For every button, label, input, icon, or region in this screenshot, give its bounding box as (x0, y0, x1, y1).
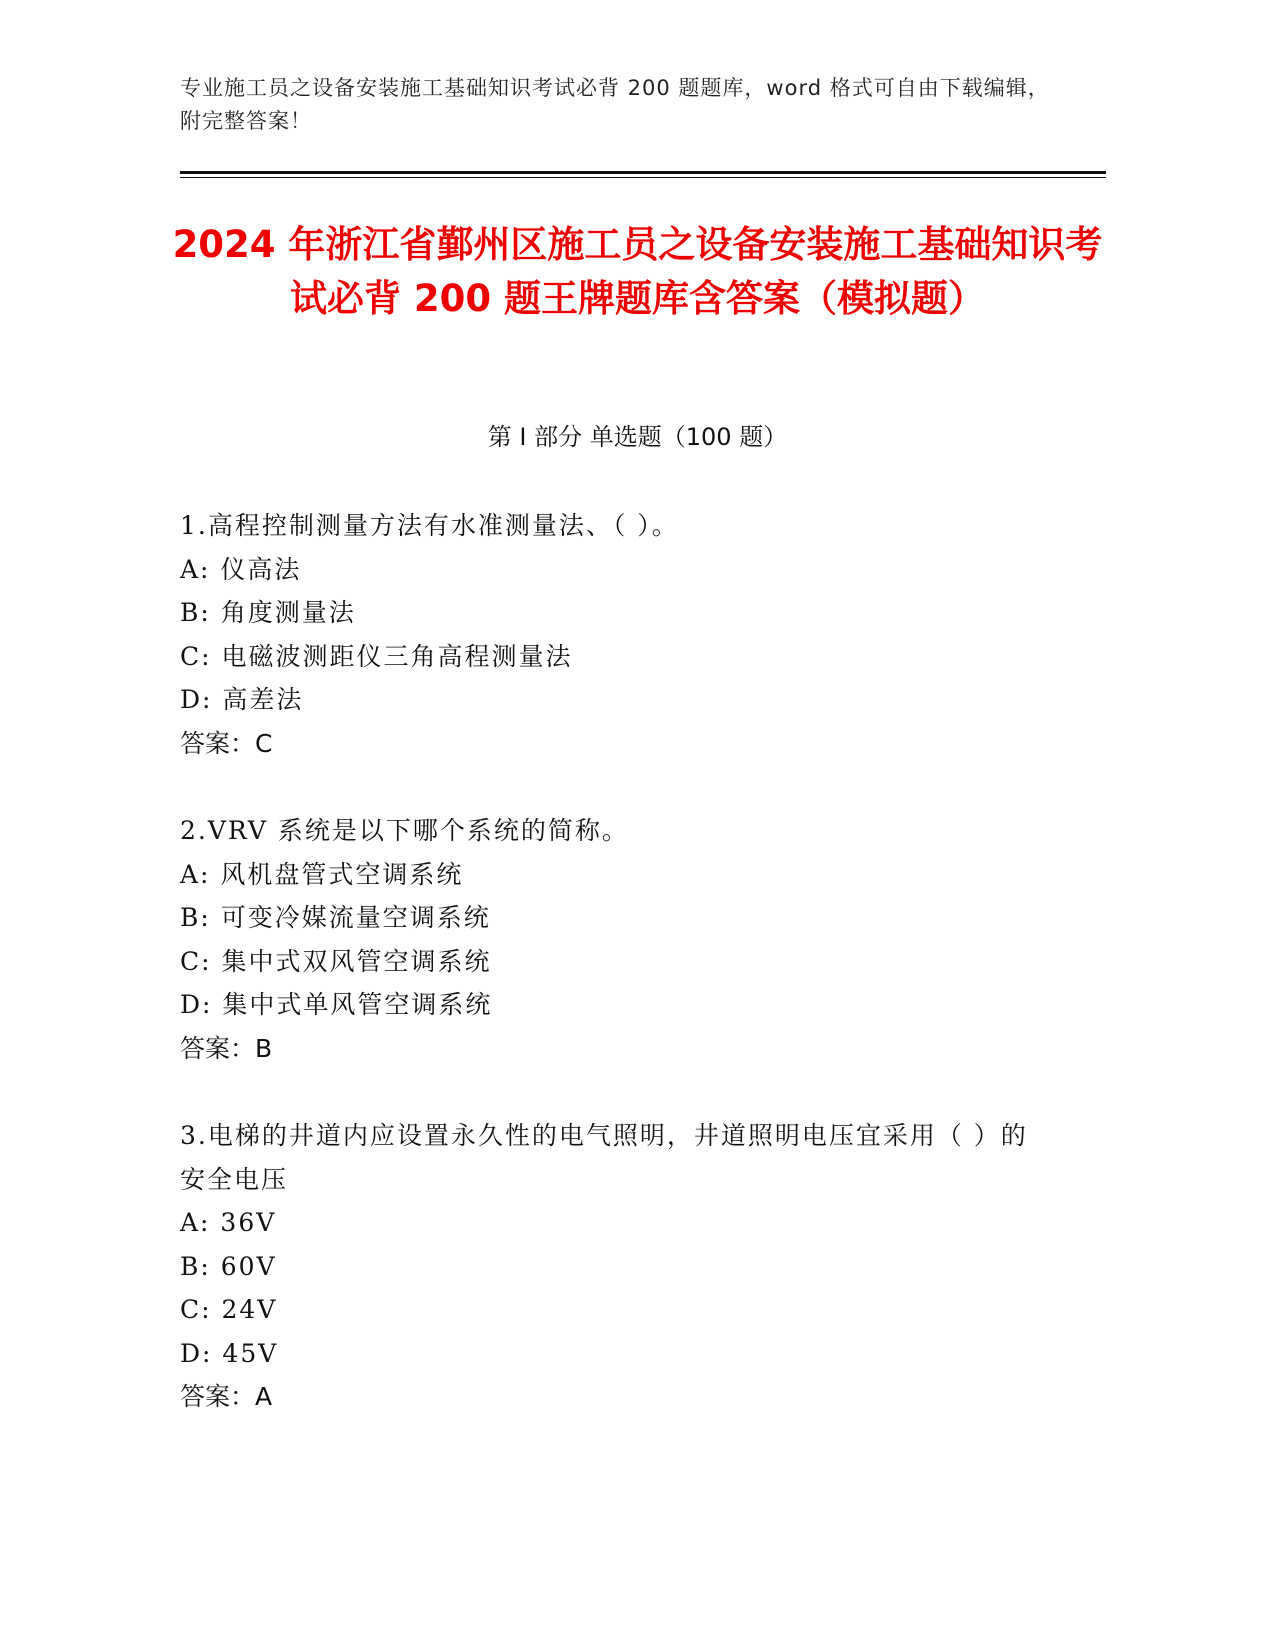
question-2 (180, 809, 1030, 1070)
option-c: C: 电磁波测距仪三角高程测量法 (180, 641, 573, 671)
option-b: B: 角度测量法 (180, 598, 356, 627)
question-3 (180, 1114, 1030, 1419)
question-stem: 2.VRV 系统是以下哪个系统的简称。 (180, 816, 629, 845)
option-b: B: 60V (180, 1251, 277, 1281)
answer-line: 答案：C (180, 728, 273, 758)
document-title: 2024 年浙江省鄞州区施工员之设备安装施工基础知识考试必背 200 题王牌题库含答案（模拟题） (172, 223, 1103, 320)
option-a: A: 36V (180, 1208, 277, 1237)
header-note: 专业施工员之设备安装施工基础知识考试必背 200 题题库，word 格式可自由下载编辑，附完整答案！ (180, 76, 1050, 133)
question-stem: 3.电梯的井道内应设置永久性的电气照明，井道照明电压宜采用（ ）的安全电压 (180, 1121, 1028, 1194)
answer-line: 答案：A (180, 1382, 273, 1411)
option-b: B: 可变冷媒流量空调系统 (180, 903, 491, 932)
option-d: D: 45V (180, 1338, 279, 1368)
question-stem: 1.高程控制测量方法有水准测量法、（ ）。 (180, 511, 679, 540)
option-d: D: 集中式单风管空调系统 (180, 990, 493, 1019)
option-a: A: 仪高法 (180, 554, 302, 584)
answer-line: 答案：B (180, 1033, 273, 1063)
option-c: C: 集中式双风管空调系统 (180, 946, 492, 976)
question-1 (180, 504, 1030, 765)
header-rule-thin (180, 177, 1106, 178)
section-heading: 第 I 部分 单选题（100 题） (487, 423, 788, 451)
option-c: C: 24V (180, 1295, 278, 1324)
option-a: A: 风机盘管式空调系统 (180, 859, 464, 889)
header-rule-thick (180, 171, 1106, 174)
option-d: D: 高差法 (180, 685, 304, 714)
